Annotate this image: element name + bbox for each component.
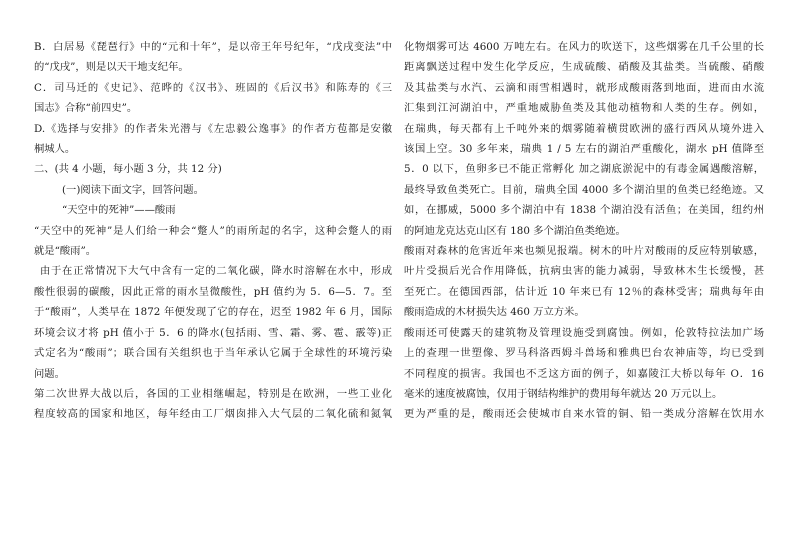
text-line: 问题。 (34, 367, 65, 380)
text-line: 酸雨造成的木材损失达 460 万立方米。 (404, 306, 585, 319)
text-line: C．司马迁的《史记》、范晔的《汉书》、班固的《后汉书》和陈寿的《三 (34, 81, 392, 94)
text-line: 酸性很弱的碳酸，因此正常的雨水呈微酸性，pH 值约为 5．6—5．7。至 (34, 285, 392, 298)
text-line: 距离飘送过程中发生化学反应，生成硫酸、硝酸及其盐类。当硫酸、硝酸 (404, 61, 764, 74)
text-line: 上的查理一世塑像、罗马科洛西姆斗兽场和雅典巴台农神庙等，均已受到 (404, 347, 764, 360)
text-line: 毫米的速度被腐蚀，仅用于钢结构维护的费用每年就达 20 万元以上。 (404, 387, 723, 400)
article-title: “天空中的死神”——酸雨 (62, 204, 176, 217)
text-line: 汇集到江河湖泊中，严重地威胁鱼类及其他动植物和人类的生存。例如， (404, 102, 764, 115)
text-line: 更为严重的是，酸雨还会使城市自来水管的铜、铅一类成分溶解在饮用水 (404, 408, 764, 421)
text-line: 的阿迪龙克达克山区有 180 多个湖泊鱼类绝迹。 (404, 224, 626, 237)
text-line: 程度较高的国家和地区，每年经由工厂烟囱排入大气层的二氧化硫和氮氧 (34, 408, 392, 421)
text-line: 在瑞典，每天都有上千吨外来的烟雾随着横贯欧洲的盛行西风从境外进入 (404, 122, 764, 135)
text-line: 于“酸雨”，人类早在 1872 年便发现了它的存在，迟至 1982 年 6 月，国际 (34, 306, 392, 319)
text-line: 就是“酸雨”。 (34, 245, 97, 258)
text-line: 环境会议才将 pH 值小于 5．6 的降水(包括雨、雪、霜、雾、雹、霰等)正 (34, 326, 392, 339)
text-line: 的“戊戌”，则是以天干地支纪年。 (34, 61, 189, 74)
text-line: 不同程度的损害。我国也不乏这方面的例子，如嘉陵江大桥以每年 O．16 (404, 367, 764, 380)
text-line: 至死亡。在德国西部，估计近 10 年来已有 12％的森林受害；瑞典每年由 (404, 285, 764, 298)
right-column (404, 37, 764, 425)
text-line: 式定名为“酸雨”；联合国有关组织也于当年承认它属于全球性的环境污染 (34, 347, 392, 360)
text-line: 由于在正常情况下大气中含有一定的二氧化碳，降水时溶解在水中，形成 (40, 265, 392, 278)
left-column (34, 37, 392, 425)
text-line: 该国上空。30 多年来，瑞典 1 / 5 左右的湖泊严重酸化，湖水 pH 值降至 (404, 143, 764, 156)
text-line: 酸雨对森林的危害近年来也频见报端。树木的叶片对酸雨的反应特别敏感， (404, 245, 764, 258)
text-line: 国志》合称“前四史”。 (34, 102, 138, 115)
text-line: 5．0 以下，鱼卵多已不能正常孵化 加之湖底淤泥中的有毒金属遇酸溶解， (404, 163, 764, 176)
text-line: “天空中的死神”是人们给一种会“蹩人”的雨所起的名字，这种会蹩人的雨 (34, 224, 392, 237)
text-line: B．白居易《琵琶行》中的“元和十年”，是以帝王年号纪年，“戊戌变法”中 (34, 41, 392, 53)
text-line: 如，在挪威，5000 多个湖泊中有 1838 个湖泊没有活鱼；在美国，纽约州 (404, 204, 764, 217)
text-line: 第二次世界大战以后，各国的工业相继崛起，特别是在欧洲，一些工业化 (34, 387, 392, 400)
text-line: 酸雨还可使露天的建筑物及管理设施受到腐蚀。例如，伦敦特拉法加广场 (404, 326, 764, 339)
text-line: D.《选择与安排》的作者朱光潜与《左忠毅公逸事》的作者方苞都是安徽 (34, 122, 392, 135)
text-line: 化物烟雾可达 4600 万吨左右。在风力的吹送下，这些烟雾在几千公里的长 (404, 41, 764, 53)
text-line: 桐城人。 (34, 143, 76, 156)
text-line: 及其盐类与水汽、云滴和雨雪相遇时，就形成酸雨落到地面，进而由水流 (404, 81, 764, 94)
reading-instruction: (一)阅读下面文字，回答问题。 (62, 183, 204, 196)
text-line: 叶片受损后光合作用降低，抗病虫害的能力减弱，导致林木生长缓慢，甚 (404, 265, 764, 278)
text-line: 最终导致鱼类死亡。目前，瑞典全国 4000 多个湖泊里的鱼类已经绝迹。又 (404, 183, 764, 196)
section-heading: 二、(共 4 小题，每小题 3 分，共 12 分) (34, 163, 222, 176)
